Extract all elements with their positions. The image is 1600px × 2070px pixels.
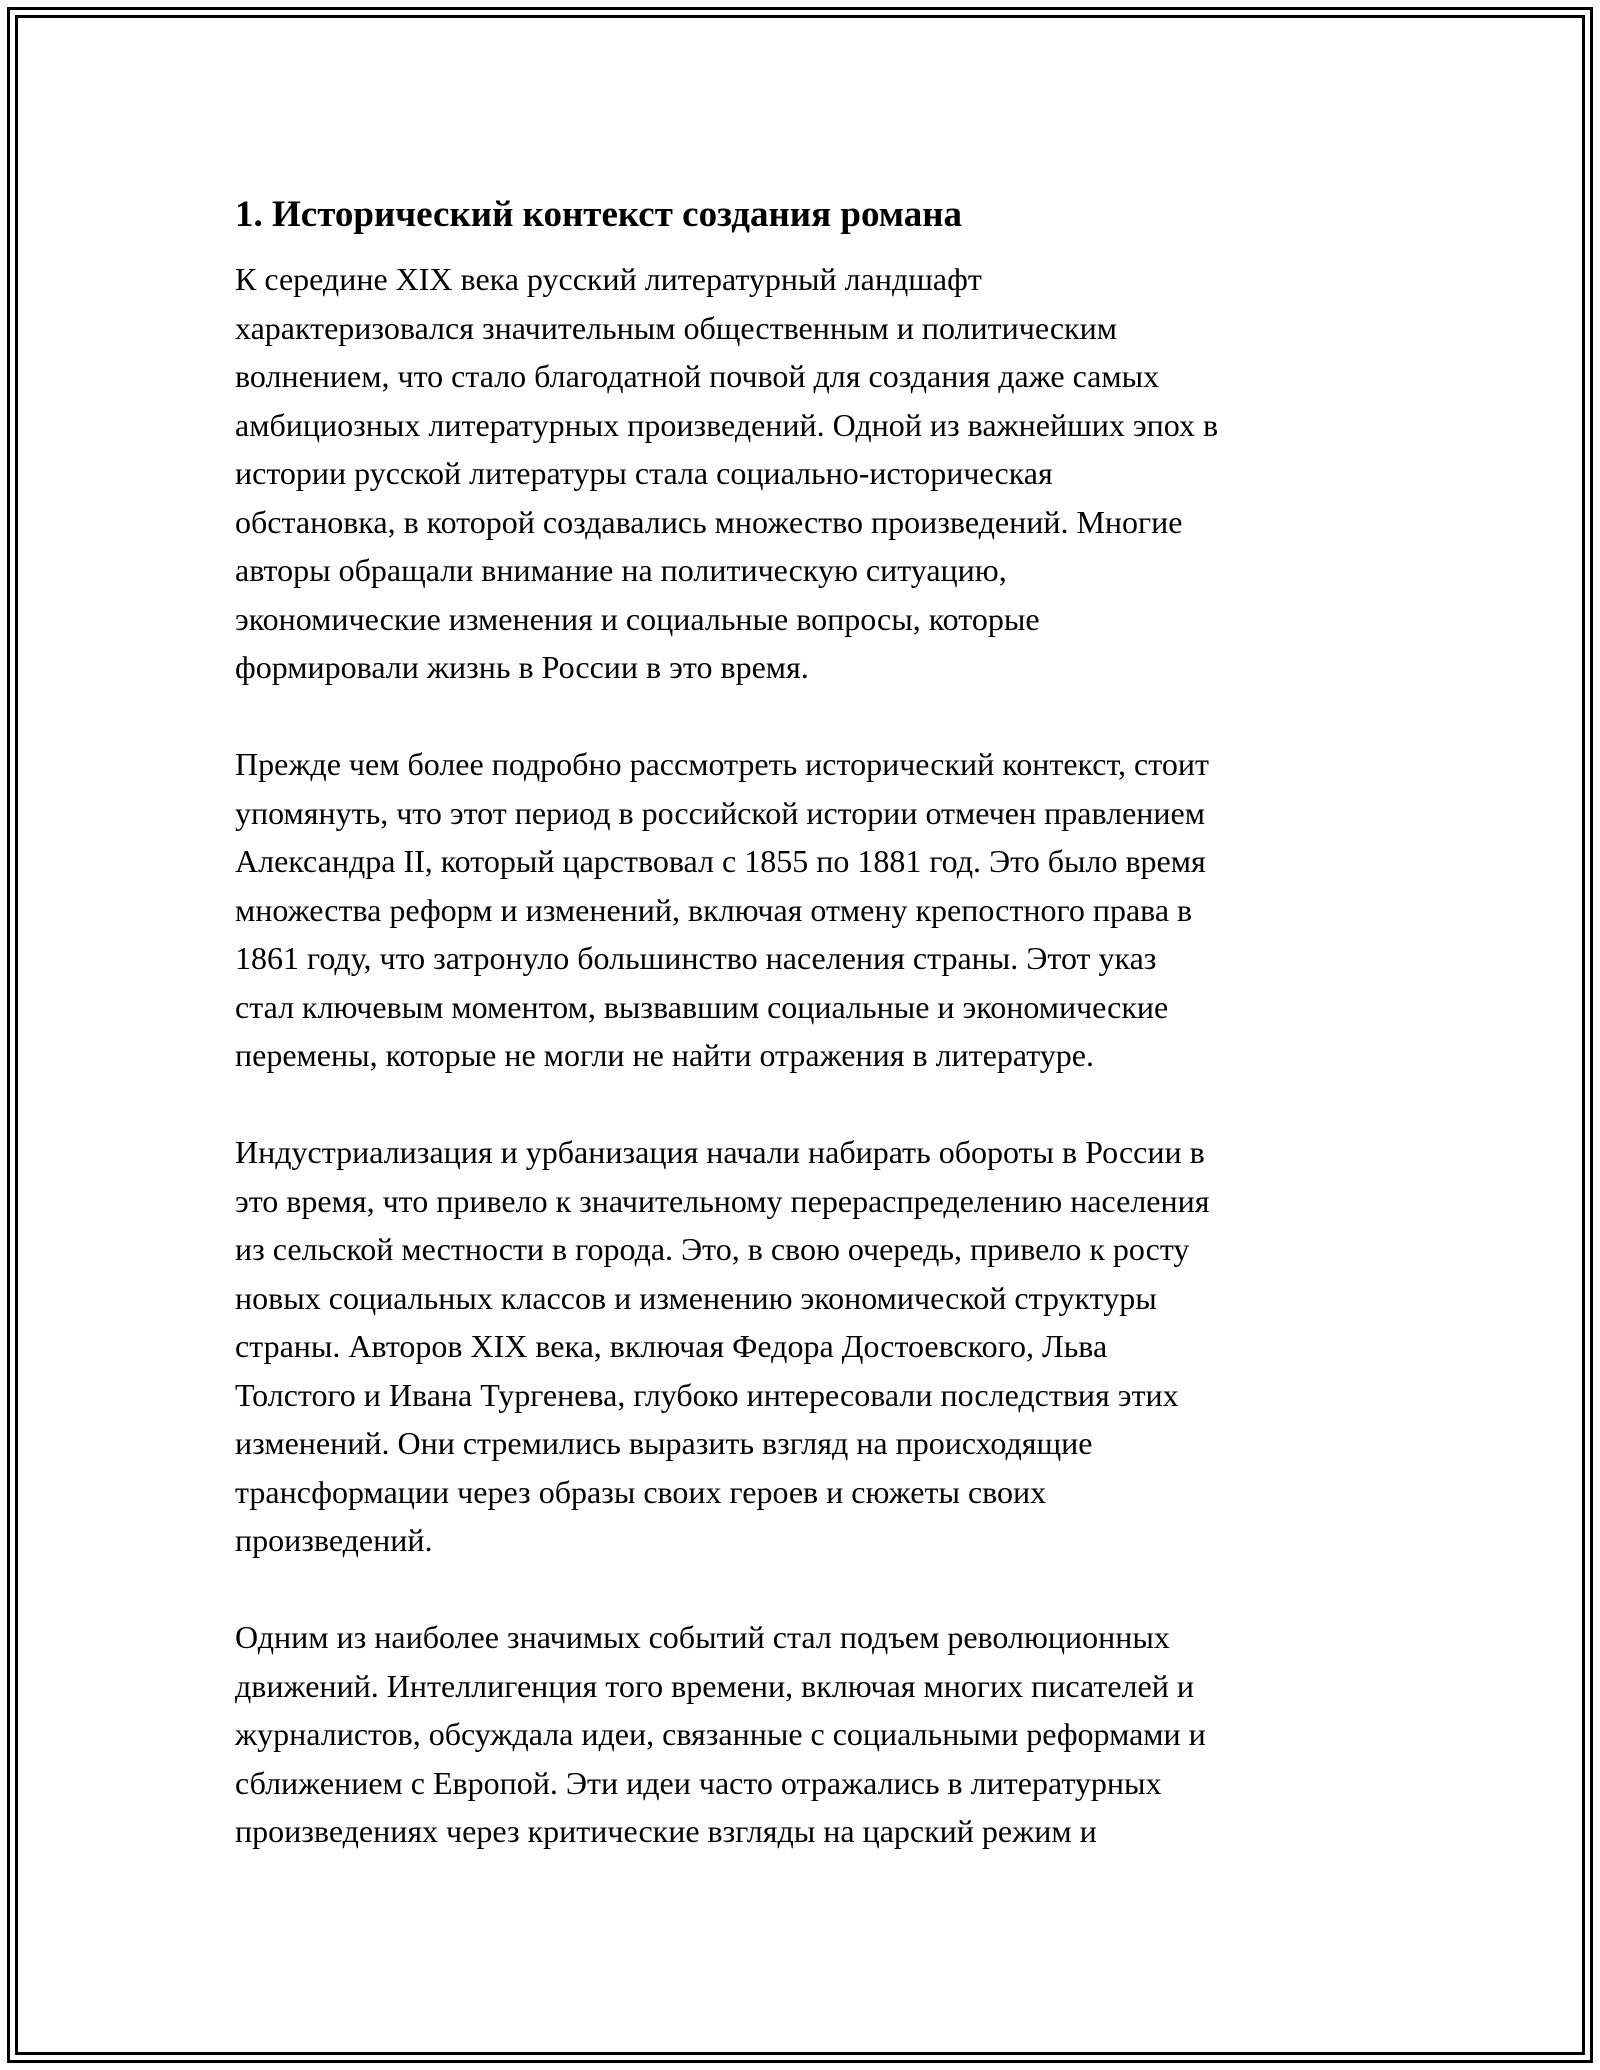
text-line: из сельской местности в города. Это, в свою очередь, привело к росту: [235, 1231, 1190, 1267]
text-line: множества реформ и изменений, включая отмену крепостного права в: [235, 891, 1193, 928]
text-line: произведений.: [235, 1522, 433, 1558]
text-line: амбициозных литературных произведений. Одной из важнейших эпох в: [235, 406, 1219, 443]
text-line: это время, что привело к значительному перераспределению населения: [235, 1182, 1210, 1219]
text-line: истории русской литературы стала социально-историческая: [235, 455, 1053, 491]
text-line: стал ключевым моментом, вызвавшим социальные и экономические: [235, 988, 1169, 1025]
text-line: формировали жизнь в России в это время.: [235, 649, 809, 685]
text-line: Индустриализация и урбанизация начали набирать обороты в России в: [235, 1134, 1205, 1170]
text-line: новых социальных классов и изменению экономической структуры: [235, 1279, 1157, 1316]
text-line: сближением с Европой. Эти идеи часто отражались в литературных: [235, 1764, 1162, 1801]
text-line: произведениях через критические взгляды на царский режим и: [235, 1813, 1097, 1849]
text-line: К середине XIX века русский литературный ландшафт: [235, 261, 982, 297]
text-line: Одним из наиболее значимых событий стал подъем революционных: [235, 1619, 1170, 1655]
paragraph-4: [235, 1613, 1375, 1856]
paragraph-1: [235, 255, 1375, 692]
paragraphs-container: [235, 255, 1375, 1856]
text-line: изменений. Они стремились выразить взгляд на происходящие: [235, 1425, 1093, 1461]
text-line: страны. Авторов XIX века, включая Федора Достоевского, Льва: [235, 1328, 1108, 1364]
text-line: характеризовался значительным общественным и политическим: [235, 309, 1117, 346]
document-body: [235, 185, 1375, 1904]
section-heading: 1. Исторический контекст создания романа: [235, 194, 963, 235]
text-line: трансформации через образы своих героев и сюжеты своих: [235, 1473, 1047, 1510]
text-line: авторы обращали внимание на политическую ситуацию,: [235, 552, 1007, 588]
text-line: Толстого и Ивана Тургенева, глубоко интересовали последствия этих: [235, 1376, 1179, 1413]
text-line: экономические изменения и социальные вопросы, которые: [235, 600, 1040, 637]
text-line: упомянуть, что этот период в российской истории отмечен правлением: [235, 794, 1205, 831]
text-line: журналистов, обсуждала идеи, связанные с социальными реформами и: [235, 1716, 1206, 1752]
text-line: обстановка, в которой создавались множество произведений. Многие: [235, 503, 1183, 540]
text-line: волнением, что стало благодатной почвой для создания даже самых: [235, 358, 1160, 394]
paragraph-3: [235, 1128, 1375, 1565]
text-line: 1861 году, что затронуло большинство населения страны. Этот указ: [235, 940, 1157, 976]
text-line: Александра II, который царствовал с 1855 по 1881 год. Это было время: [235, 843, 1206, 879]
paragraph-2: [235, 740, 1375, 1080]
text-line: движений. Интеллигенция того времени, включая многих писателей и: [235, 1667, 1194, 1704]
text-line: перемены, которые не могли не найти отражения в литературе.: [235, 1037, 1094, 1073]
text-line: Прежде чем более подробно рассмотреть исторический контекст, стоит: [235, 746, 1209, 782]
